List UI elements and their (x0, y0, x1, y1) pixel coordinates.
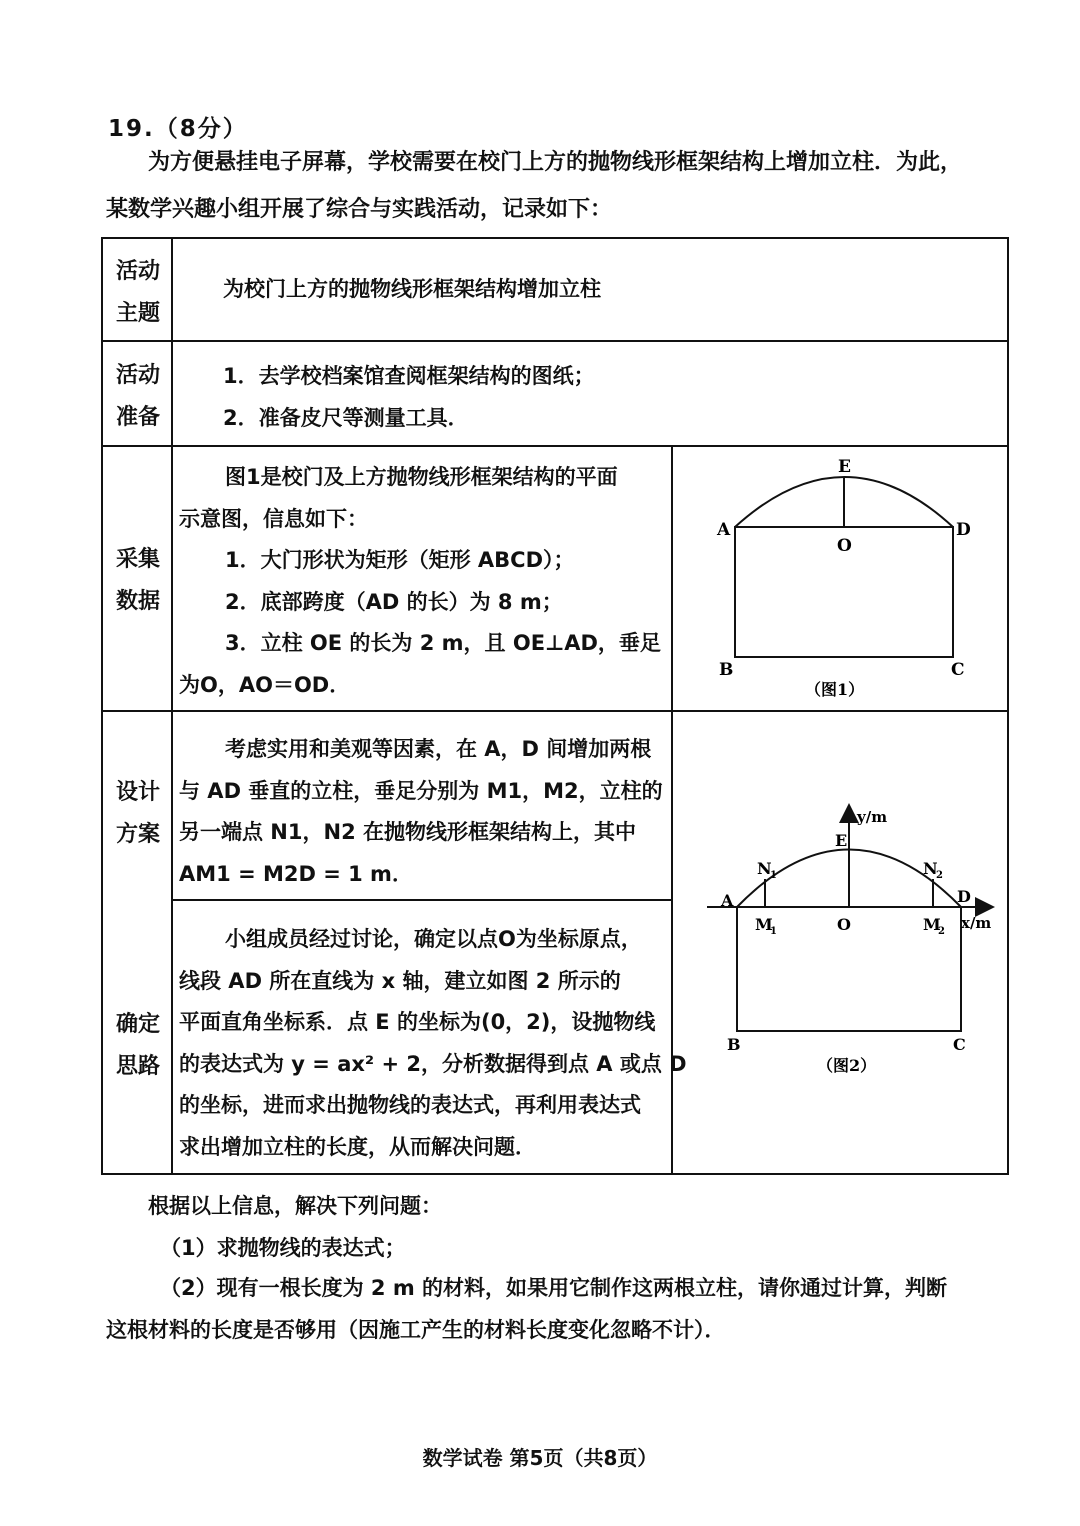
fig2-label-y-axis: y/m (857, 808, 888, 826)
fig1-label-e: E (838, 457, 851, 477)
fig2-label-x-axis: x/m (961, 914, 992, 932)
intro-line-2: 某数学兴趣小组开展了综合与实践活动，记录如下： (106, 197, 613, 222)
fig2-label-n1-sub: 1 (770, 870, 777, 881)
fig2-label-b: B (727, 1035, 741, 1054)
fig1-caption: （图1） (805, 680, 865, 699)
fig1-label-c: C (951, 660, 965, 680)
figure-2 (673, 712, 1007, 1171)
fig2-label-e: E (835, 831, 848, 850)
fig2-label-n2-sub: 2 (936, 870, 943, 881)
fig2-label-n1: N (757, 859, 772, 878)
question-number: 19.（8分） (108, 116, 248, 142)
fig2-label-m1: M (755, 915, 773, 934)
fig2-label-m2: M (923, 915, 941, 934)
tasks-lead: 根据以上信息，解决下列问题： (148, 1194, 442, 1218)
page-footer: 数学试卷 第5页（共8页） (422, 1446, 658, 1470)
row-label-design: 设计 方案 (115, 780, 160, 847)
figure-1 (673, 447, 1007, 710)
fig2-label-d: D (957, 887, 971, 906)
fig1-label-o: O (837, 536, 852, 556)
fig1-label-d: D (956, 520, 971, 540)
task-2-line-1: （2）现有一根长度为 2 m 的材料，如果用它制作这两根立柱，请你通过计算，判断 (160, 1276, 948, 1300)
activity-table (101, 237, 1009, 1175)
fig1-label-a: A (717, 520, 731, 540)
theme-content: 为校门上方的抛物线形框架结构增加立柱 (223, 277, 601, 301)
prep-content: 1．去学校档案馆查阅框架结构的图纸； 2．准备皮尺等测量工具． (223, 364, 595, 430)
task-1: （1）求抛物线的表达式； (160, 1236, 406, 1260)
fig2-label-a: A (721, 891, 734, 910)
design-content: 考虑实用和美观等因素，在 A，D 间增加两根 与 AD 垂直的立柱，垂足分别为 M1，M2，立柱的 另一端点 N1，N2 在抛物线形框架结构上，其中 AM1 = M2D = 1 m． (179, 737, 663, 886)
task-2-line-2: 这根材料的长度是否够用（因施工产生的材料长度变化忽略不计）． (106, 1318, 726, 1342)
fig1-label-b: B (719, 660, 734, 680)
fig2-label-c: C (953, 1035, 966, 1054)
row-label-data: 采集 数据 (115, 547, 160, 614)
data-content: 图1是校门及上方抛物线形框架结构的平面 示意图，信息如下： 1．大门形状为矩形（矩形 ABCD）； 2．底部跨度（AD 的长）为 8 m； 3．立柱 OE 的长为 2 m，且 OE⊥AD，垂足 为O，AO＝OD． (179, 465, 661, 697)
row-label-approach: 确定 思路 (115, 1012, 160, 1079)
fig2-label-o: O (837, 915, 851, 934)
row-label-prep: 活动 准备 (115, 363, 160, 430)
intro-line-1: 为方便悬挂电子屏幕，学校需要在校门上方的抛物线形框架结构上增加立柱．为此， (148, 150, 963, 175)
row-label-theme: 活动 主题 (115, 259, 160, 326)
fig2-label-m2-sub: 2 (938, 926, 945, 937)
fig2-caption: （图2） (817, 1056, 877, 1075)
fig2-label-n2: N (923, 859, 938, 878)
approach-content: 小组成员经过讨论，确定以点O为坐标原点， 线段 AD 所在直线为 x 轴，建立如图 2 所示的 平面直角坐标系．点 E 的坐标为(0，2)，设抛物线 的表达式为 y = ax² + 2，分析数据得到点 A 或点 D 的坐标，进而求出抛物线的表达式，再利用表达式 求出增加立柱的长度，从而解决问题． (179, 927, 687, 1159)
fig2-label-m1-sub: 1 (770, 926, 777, 937)
